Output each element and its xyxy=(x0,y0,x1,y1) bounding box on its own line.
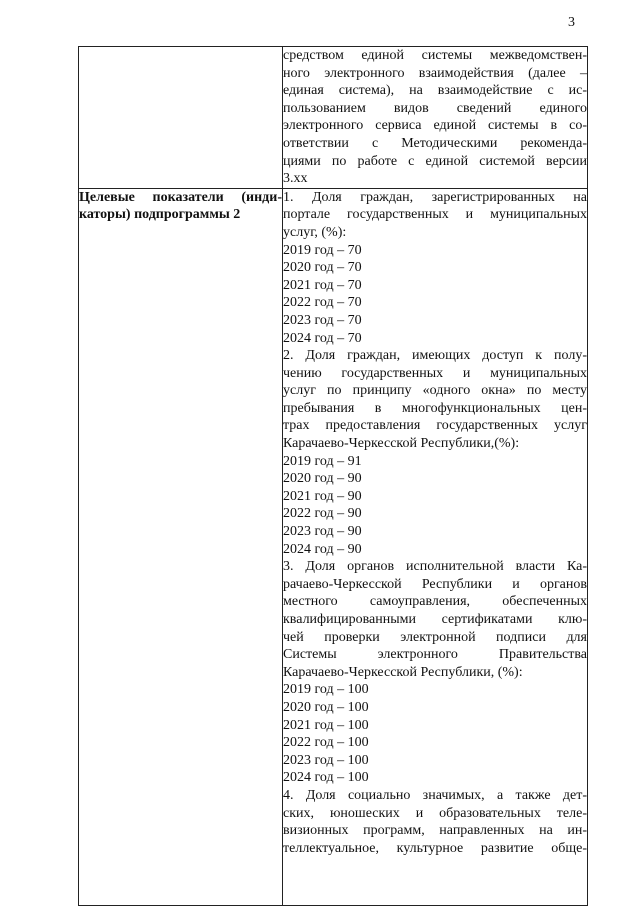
text-line: пользованием видов сведений единого xyxy=(283,100,587,116)
table-row xyxy=(79,47,588,189)
passport-table xyxy=(78,46,588,906)
text-line: 2022 год – 90 xyxy=(283,506,362,522)
text-line: услуг по принципу «одного окна» по месту xyxy=(283,383,587,399)
text-line: пребывания в многофункциональных цен- xyxy=(283,400,587,416)
text-line: 3. Доля органов исполнительной власти Ка- xyxy=(283,559,587,575)
text-line: местного самоуправления, обеспеченных xyxy=(283,594,587,610)
text-line: портале государственных и муниципальных xyxy=(283,207,587,223)
text-line: 2024 год – 90 xyxy=(283,541,362,557)
indicators-values-cell xyxy=(283,188,588,905)
text-line: 2021 год – 90 xyxy=(283,488,362,504)
text-line: Карачаево-Черкесской Республики, (%): xyxy=(283,664,523,680)
table-row xyxy=(79,188,588,905)
text-line: 2022 год – 70 xyxy=(283,295,362,311)
indicators-label-line: каторы) подпрограммы 2 xyxy=(79,207,241,223)
text-line: ских, юношеских и образовательных теле- xyxy=(283,805,587,821)
text-line: Карачаево-Черкесской Республики,(%): xyxy=(283,436,520,452)
text-line: квалифицированными сертификатами клю- xyxy=(283,612,587,627)
text-line: чению государственных и муниципальных xyxy=(283,365,587,381)
text-line: визионных программ, направленных на ин- xyxy=(283,823,587,839)
text-line: 4. Доля социально значимых, а также дет- xyxy=(283,787,587,803)
text-line: средством единой системы межведомствен- xyxy=(283,48,587,63)
text-line: 2023 год – 100 xyxy=(283,752,369,768)
text-line: 2. Доля граждан, имеющих доступ к полу- xyxy=(283,348,587,364)
row1-left-cell xyxy=(79,47,283,189)
text-line: 2020 год – 90 xyxy=(283,471,362,487)
text-line: трах предоставления государственных услуг xyxy=(283,418,587,434)
text-line: 2024 год – 100 xyxy=(283,770,369,786)
text-line: 1. Доля граждан, зарегистрированных на xyxy=(283,189,587,205)
text-line: рачаево-Черкесской Республики и органов xyxy=(283,576,587,592)
indicators-label-cell xyxy=(79,188,283,905)
text-line: единая система), на взаимодействие с ис- xyxy=(283,83,587,99)
text-line: 2023 год – 90 xyxy=(283,524,362,540)
text-line: 2020 год – 100 xyxy=(283,699,369,715)
text-line: ответствии с Методическими рекоменда- xyxy=(283,135,587,151)
row1-right-cell xyxy=(283,47,588,189)
page-number: 3 xyxy=(568,15,575,30)
text-line: 2019 год – 91 xyxy=(283,453,362,469)
text-line: 2022 год – 100 xyxy=(283,735,369,751)
text-line: теллектуальное, культурное развитие обще- xyxy=(283,840,587,856)
text-line: 2019 год – 70 xyxy=(283,242,362,258)
row1-text xyxy=(283,47,587,188)
text-line: ного электронного взаимодействия (далее – xyxy=(283,65,587,81)
text-line: чей проверки электронной подписи для xyxy=(283,629,587,645)
text-line: 2024 год – 70 xyxy=(283,330,362,346)
text-line: услуг, (%): xyxy=(283,224,347,240)
text-line: 2019 год – 100 xyxy=(283,682,369,698)
text-line: 2023 год – 70 xyxy=(283,312,362,328)
text-line: 2021 год – 100 xyxy=(283,717,369,733)
text-line: 2020 год – 70 xyxy=(283,260,362,276)
text-line: электронного сервиса единой системы в со- xyxy=(283,118,587,134)
text-line: 3.хх xyxy=(283,171,308,187)
indicators-label-line: Целевые показатели (инди- xyxy=(79,189,282,205)
indicators-text xyxy=(283,189,587,858)
text-line: Системы электронного Правительства xyxy=(283,647,587,663)
text-line: 2021 год – 70 xyxy=(283,277,362,293)
text-line: циями по работе с единой системой версии xyxy=(283,153,587,169)
